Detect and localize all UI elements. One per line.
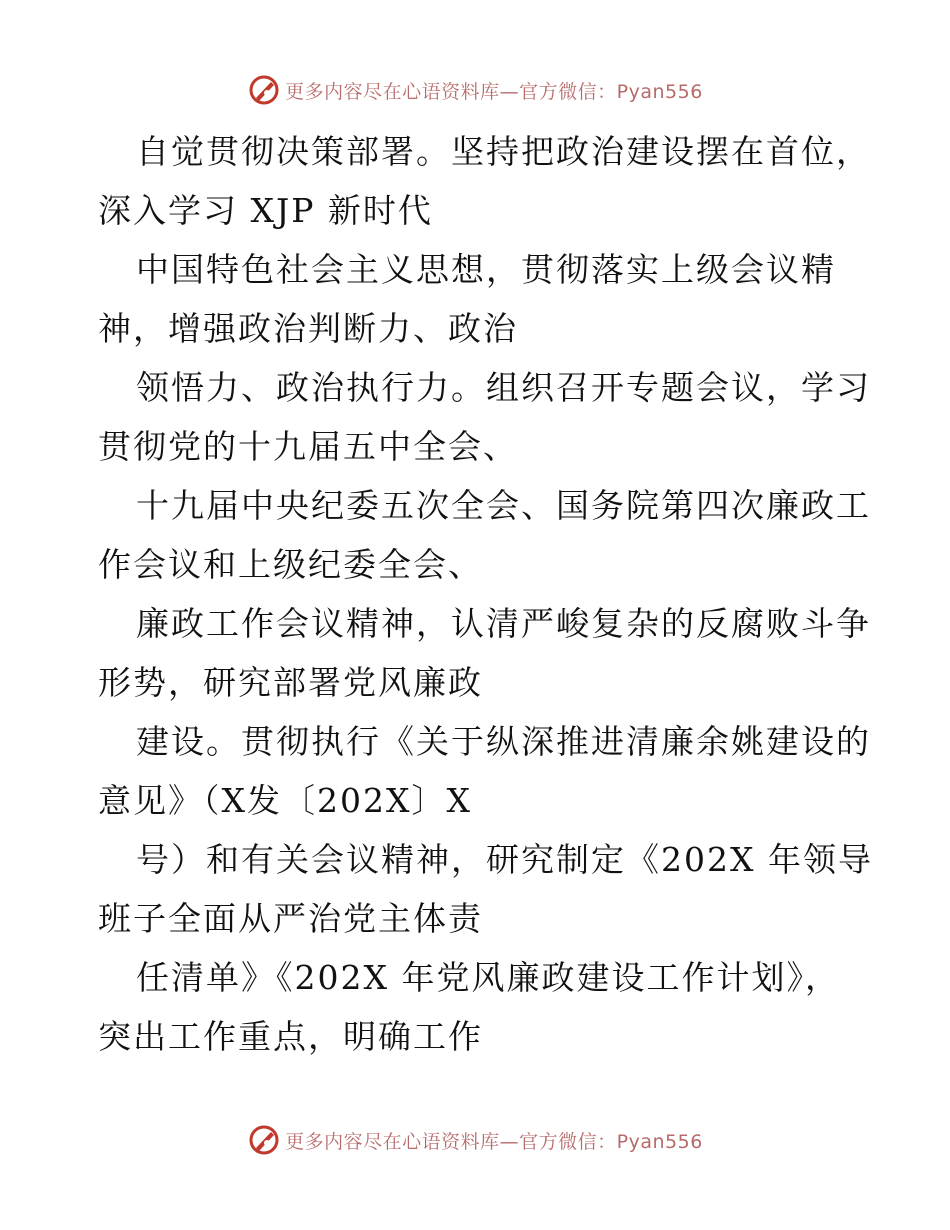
body-line: 神，增强政治判断力、政治 xyxy=(98,309,518,348)
body-line: 深入学习 XJP 新时代 xyxy=(98,191,433,230)
body-line: 任清单》《202X 年党风廉政建设工作计划》， xyxy=(136,958,840,997)
pen-seal-icon xyxy=(247,73,281,107)
body-line: 形势，研究部署党风廉政 xyxy=(98,663,483,702)
body-line: 号）和有关会议精神，研究制定《202X 年领导 xyxy=(136,840,873,879)
body-line: 自觉贯彻决策部署。坚持把政治建设摆在首位， xyxy=(136,132,871,171)
header-watermark xyxy=(0,70,950,110)
watermark-text: 更多内容尽在心语资料库—官方微信：Pyan556 xyxy=(285,80,703,103)
body-line: 作会议和上级纪委全会、 xyxy=(98,545,483,584)
pen-seal-icon xyxy=(247,1123,281,1157)
body-line: 中国特色社会主义思想，贯彻落实上级会议精 xyxy=(136,250,836,289)
footer-watermark xyxy=(0,1120,950,1160)
body-line: 十九届中央纪委五次全会、国务院第四次廉政工 xyxy=(136,486,871,525)
body-line: 贯彻党的十九届五中全会、 xyxy=(98,427,518,466)
body-line: 意见》（X发〔202X〕X xyxy=(98,781,472,820)
body-line: 班子全面从严治党主体责 xyxy=(98,899,483,938)
body-line: 突出工作重点，明确工作 xyxy=(98,1017,483,1056)
document-body xyxy=(98,122,873,1066)
body-line: 廉政工作会议精神，认清严峻复杂的反腐败斗争 xyxy=(136,604,871,643)
watermark-text: 更多内容尽在心语资料库—官方微信：Pyan556 xyxy=(285,1130,703,1153)
body-line: 建设。贯彻执行《关于纵深推进清廉余姚建设的 xyxy=(136,722,871,761)
body-line: 领悟力、政治执行力。组织召开专题会议，学习 xyxy=(136,368,871,407)
